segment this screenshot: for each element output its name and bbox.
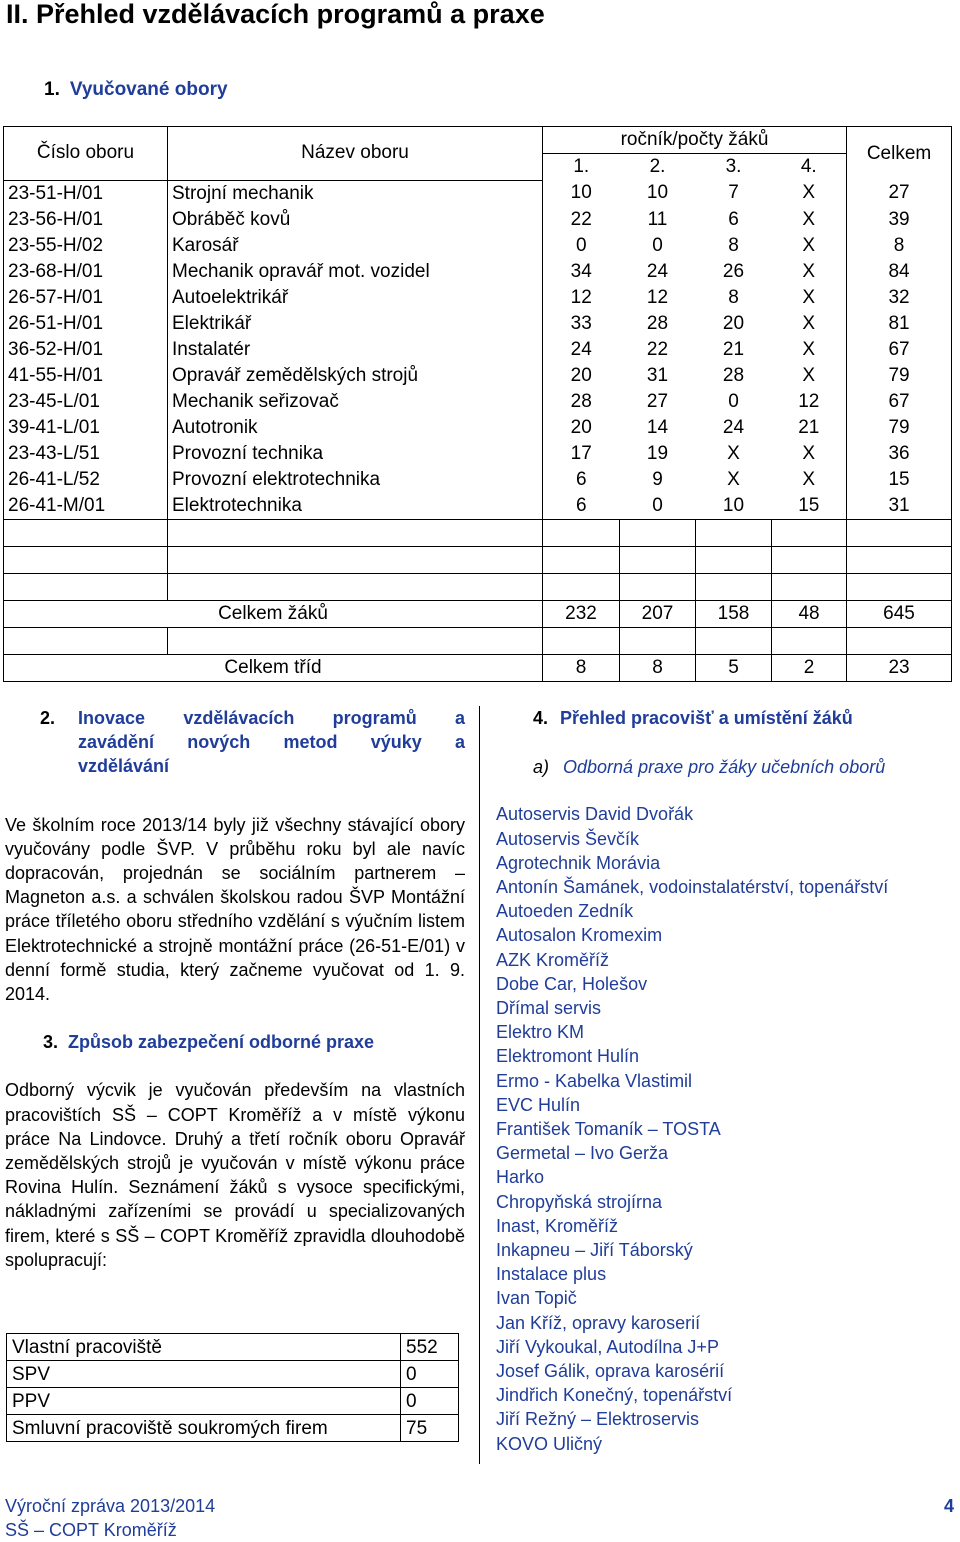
table-row: [4, 415, 952, 441]
total-label: Celkem tříd: [4, 654, 543, 681]
total-value: 5: [696, 654, 772, 681]
empty-cell: [696, 573, 772, 600]
year-1-count: 24: [570, 338, 592, 360]
empty-cell: [772, 627, 847, 654]
year-3-count: 20: [722, 312, 745, 334]
empty-cell: [4, 573, 168, 600]
year-3-count: 10: [722, 494, 745, 516]
year-1-count: 6: [575, 468, 587, 490]
empty-cell: [847, 627, 952, 654]
empty-row: [4, 573, 952, 600]
list-item: Inast, Kroměříž: [496, 1215, 619, 1236]
empty-row: [4, 519, 952, 546]
row-total: 15: [847, 467, 952, 493]
year-3-count: X: [727, 468, 740, 490]
empty-cell: [772, 519, 847, 546]
year-3-count: 6: [728, 208, 739, 230]
empty-cell: [847, 573, 952, 600]
list-item: Chropyňská strojírna: [496, 1191, 663, 1212]
program-code: 26-41-M/01: [4, 493, 168, 520]
row-total: 36: [847, 441, 952, 467]
section-title: Vyučované obory: [69, 79, 228, 100]
year-1-count: 28: [570, 390, 592, 412]
section-number: 1.: [44, 79, 60, 100]
section-1-heading: [44, 78, 228, 102]
row-total: 32: [847, 285, 952, 311]
row-total: 79: [847, 363, 952, 389]
section-number: 3.: [43, 1032, 59, 1053]
table-row: [4, 180, 952, 207]
footer: [5, 1494, 215, 1542]
program-name: Karosář: [168, 233, 543, 259]
section-title-line: Inovace vzdělávacích programů a: [78, 708, 465, 728]
program-code: 39-41-L/01: [4, 415, 168, 441]
year-1-count: 22: [570, 208, 592, 230]
subsection-number: a): [533, 757, 550, 778]
table-row: [4, 467, 952, 493]
year-3-count: X: [727, 442, 740, 464]
year-1-count: 34: [570, 260, 592, 282]
empty-cell: [847, 546, 952, 573]
year-4-count: X: [802, 442, 816, 464]
list-item: Antonín Šamánek, vodoinstalatérství, topenářství: [496, 877, 889, 898]
list-item: Jiří Vykoukal, Autodílna J+P: [496, 1336, 719, 1357]
header-total: Celkem: [847, 127, 952, 181]
program-name: Provozní elektrotechnika: [168, 467, 543, 493]
total-label: Celkem žáků: [4, 600, 543, 627]
year-4-count: X: [802, 234, 816, 256]
table-row: [4, 493, 952, 520]
program-code: 23-43-L/51: [4, 441, 168, 467]
subsection-title: Odborná praxe pro žáky učebních oborů: [563, 757, 886, 778]
list-item: Josef Gálik, oprava karosérií: [496, 1361, 725, 1382]
workplace-count: 552: [401, 1334, 459, 1361]
year-2-count: 24: [646, 260, 669, 282]
total-value: 8: [620, 654, 696, 681]
empty-row: [4, 627, 952, 654]
empty-cell: [696, 627, 772, 654]
header-program-number: Číslo oboru: [4, 127, 168, 181]
table-row: [4, 337, 952, 363]
empty-cell: [168, 519, 543, 546]
row-total: 8: [847, 233, 952, 259]
year-4-count: X: [802, 208, 816, 230]
list-item: Jindřich Konečný, topenářství: [496, 1385, 733, 1406]
section-title: Způsob zabezpečení odborné praxe: [68, 1032, 375, 1053]
empty-cell: [620, 546, 696, 573]
empty-cell: [4, 546, 168, 573]
header-year-2: 2.: [620, 154, 696, 181]
total-value: 48: [772, 600, 847, 627]
program-code: 26-57-H/01: [4, 285, 168, 311]
list-item: Autoservis David Dvořák: [496, 804, 694, 825]
empty-cell: [168, 546, 543, 573]
year-1-count: 0: [575, 234, 587, 256]
table-row: [4, 311, 952, 337]
list-item: Germetal – Ivo Gerža: [496, 1143, 669, 1164]
year-3-count: 7: [728, 182, 739, 204]
year-3-count: 26: [722, 260, 745, 282]
year-2-count: 0: [652, 234, 663, 256]
workplace-list: [496, 802, 956, 1455]
year-4-count: X: [802, 182, 816, 204]
program-code: 23-55-H/02: [4, 233, 168, 259]
program-name: Mechanik seřizovač: [168, 389, 543, 415]
list-item: Jan Kříž, opravy karoserií: [496, 1312, 701, 1333]
year-2-count: 27: [646, 390, 669, 412]
year-2-count: 9: [652, 468, 663, 490]
program-name: Opravář zemědělských strojů: [168, 363, 543, 389]
section-4-heading: [496, 706, 956, 730]
program-name: Elektrikář: [168, 311, 543, 337]
program-name: Obráběč kovů: [168, 207, 543, 233]
workplace-count: 0: [401, 1388, 459, 1415]
year-4-count: 15: [798, 494, 820, 516]
section-3-body: Odborný výcvik je vyučován především na vlastních pracovištích SŠ – COPT Kroměříž a v místě výkonu práce Na Lindovce. Druhý a třetí ročník oboru Opravář zemědělských strojů je vyučován v místě výkonu práce Rovina Hulín. Seznámení žáků s vysoce specifickými, nákladnými zařízeními se provádí u specializovaných firem, které s SŠ – COPT Kroměříž zpravidla dlouhodobě spolupracují:: [5, 1080, 465, 1270]
empty-cell: [168, 627, 543, 654]
empty-cell: [620, 573, 696, 600]
year-4-count: 21: [798, 416, 820, 438]
program-name: Elektrotechnika: [168, 493, 543, 520]
program-code: 23-51-H/01: [4, 180, 168, 207]
program-code: 41-55-H/01: [4, 363, 168, 389]
year-1-count: 6: [575, 494, 587, 516]
page-title: II. Přehled vzdělávacích programů a praxe: [6, 0, 545, 29]
row-total: 67: [847, 389, 952, 415]
empty-cell: [620, 519, 696, 546]
empty-cell: [543, 546, 620, 573]
left-column: [5, 706, 465, 1272]
list-item: Elektro KM: [496, 1022, 585, 1043]
section-2-body: Ve školním roce 2013/14 byly již všechny stávající obory vyučovány podle ŠVP. V průběhu roku byl ale navíc dopracován, projednán se sociálním partnerem – Magneton a.s. a schválen školskou radou ŠVP Montážní práce tříletého oboru středního vzdělání s výučním listem Elektrotechnické a strojně montážní práce (26-51-E/01) v denní formě studia, který začneme vyučovat od 1. 9. 2014.: [5, 814, 465, 1005]
program-code: 23-56-H/01: [4, 207, 168, 233]
table-row: [7, 1415, 459, 1442]
year-2-count: 14: [646, 416, 669, 438]
workplace-type: Vlastní pracoviště: [7, 1334, 401, 1361]
list-item: Autosalon Kromexim: [496, 925, 663, 946]
section-3-heading: [5, 1030, 465, 1054]
program-name: Mechanik opravář mot. vozidel: [168, 259, 543, 285]
header-program-name: Název oboru: [168, 127, 543, 181]
year-1-count: 12: [570, 286, 592, 308]
table-row: [7, 1388, 459, 1415]
list-item: Dobe Car, Holešov: [496, 973, 648, 994]
row-total: 27: [847, 180, 952, 207]
list-item: Autoeden Zedník: [496, 901, 634, 922]
empty-cell: [620, 627, 696, 654]
program-code: 23-68-H/01: [4, 259, 168, 285]
section-number: 2.: [40, 708, 56, 728]
empty-cell: [772, 546, 847, 573]
list-item: Harko: [496, 1167, 545, 1188]
program-name: Autotronik: [168, 415, 543, 441]
year-3-count: 0: [728, 390, 739, 412]
header-year-counts: ročník/počty žáků: [543, 127, 847, 154]
program-name: Autoelektrikář: [168, 285, 543, 311]
year-4-count: X: [802, 364, 816, 386]
list-item: Jiří Režný – Elektroservis: [496, 1409, 700, 1430]
year-2-count: 31: [646, 364, 669, 386]
empty-cell: [543, 573, 620, 600]
year-2-count: 10: [646, 182, 669, 204]
year-1-count: 20: [570, 364, 592, 386]
program-code: 26-51-H/01: [4, 311, 168, 337]
footer-school-name: SŠ – COPT Kroměříž: [5, 1520, 177, 1540]
year-1-count: 10: [570, 182, 592, 204]
total-value: 232: [543, 600, 620, 627]
list-item: Autoservis Ševčík: [496, 828, 640, 849]
empty-cell: [772, 573, 847, 600]
table-row: [7, 1334, 459, 1361]
program-name: Provozní technika: [168, 441, 543, 467]
year-2-count: 11: [647, 208, 668, 230]
subsection-a-heading: [496, 755, 956, 779]
empty-row: [4, 546, 952, 573]
page-number: 4: [943, 1496, 954, 1516]
year-4-count: X: [802, 312, 816, 334]
year-4-count: X: [802, 286, 816, 308]
year-2-count: 28: [646, 312, 669, 334]
year-2-count: 12: [646, 286, 669, 308]
right-column: [496, 706, 956, 1456]
program-code: 36-52-H/01: [4, 337, 168, 363]
table-row: [4, 207, 952, 233]
program-name: Strojní mechanik: [168, 180, 543, 207]
year-2-count: 0: [652, 494, 663, 516]
table-row: [4, 259, 952, 285]
empty-cell: [696, 519, 772, 546]
total-students-row: [4, 600, 952, 627]
list-item: Dřímal servis: [496, 998, 602, 1019]
table-row: [4, 389, 952, 415]
list-item: Elektromont Hulín: [496, 1046, 640, 1067]
program-code: 26-41-L/52: [4, 467, 168, 493]
empty-cell: [696, 546, 772, 573]
year-4-count: X: [802, 468, 816, 490]
header-year-4: 4.: [772, 154, 847, 181]
year-4-count: X: [802, 338, 816, 360]
table-row: [4, 233, 952, 259]
year-2-count: 19: [646, 442, 669, 464]
year-2-count: 22: [646, 338, 669, 360]
empty-cell: [543, 627, 620, 654]
empty-cell: [4, 519, 168, 546]
section-title-line: zavádění nových metod výuky a: [78, 732, 465, 753]
empty-cell: [4, 627, 168, 654]
total-value: 23: [847, 654, 952, 681]
year-3-count: 8: [728, 286, 739, 308]
empty-cell: [847, 519, 952, 546]
year-4-count: X: [802, 260, 816, 282]
header-year-1: 1.: [543, 154, 620, 181]
section-title-line: vzdělávání: [78, 756, 170, 777]
footer-report-name: Výroční zpráva 2013/2014: [5, 1496, 216, 1516]
year-3-count: 21: [722, 338, 745, 360]
total-value: 2: [772, 654, 847, 681]
year-1-count: 33: [570, 312, 592, 334]
list-item: Inkapneu – Jiří Táborský: [496, 1240, 693, 1261]
list-item: EVC Hulín: [496, 1094, 581, 1115]
workplace-count: 0: [401, 1361, 459, 1388]
row-total: 67: [847, 337, 952, 363]
row-total: 79: [847, 415, 952, 441]
workplace-type: Smluvní pracoviště soukromých firem: [7, 1415, 401, 1442]
total-value: 645: [847, 600, 952, 627]
year-3-count: 28: [722, 364, 745, 386]
row-total: 39: [847, 207, 952, 233]
list-item: KOVO Uličný: [496, 1433, 603, 1454]
row-total: 84: [847, 259, 952, 285]
table-row: [4, 363, 952, 389]
year-1-count: 17: [570, 442, 592, 464]
row-total: 31: [847, 493, 952, 520]
table-row: [4, 285, 952, 311]
list-item: Ermo - Kabelka Vlastimil: [496, 1070, 693, 1091]
workplaces-table: [6, 1333, 459, 1442]
total-value: 8: [543, 654, 620, 681]
total-classes-row: [4, 654, 952, 681]
section-number: 4.: [533, 708, 549, 728]
year-1-count: 20: [570, 416, 592, 438]
list-item: František Tomaník – TOSTA: [496, 1119, 721, 1140]
section-2-heading: [5, 706, 465, 779]
total-value: 158: [696, 600, 772, 627]
column-divider: [479, 706, 480, 1464]
program-name: Instalatér: [168, 337, 543, 363]
table-row: [4, 441, 952, 467]
workplace-type: SPV: [7, 1361, 401, 1388]
programs-table: [3, 126, 952, 682]
year-3-count: 8: [728, 234, 739, 256]
section-title: Přehled pracovišť a umístění žáků: [560, 708, 853, 728]
empty-cell: [543, 519, 620, 546]
total-value: 207: [620, 600, 696, 627]
list-item: Instalace plus: [496, 1264, 607, 1285]
workplace-type: PPV: [7, 1388, 401, 1415]
empty-cell: [168, 573, 543, 600]
year-3-count: 24: [722, 416, 745, 438]
header-year-3: 3.: [696, 154, 772, 181]
list-item: Ivan Topič: [496, 1288, 577, 1309]
table-row: [7, 1361, 459, 1388]
year-4-count: 12: [798, 390, 820, 412]
list-item: AZK Kroměříž: [496, 949, 610, 970]
list-item: Agrotechnik Morávia: [496, 852, 661, 873]
workplace-count: 75: [401, 1415, 459, 1442]
row-total: 81: [847, 311, 952, 337]
program-code: 23-45-L/01: [4, 389, 168, 415]
